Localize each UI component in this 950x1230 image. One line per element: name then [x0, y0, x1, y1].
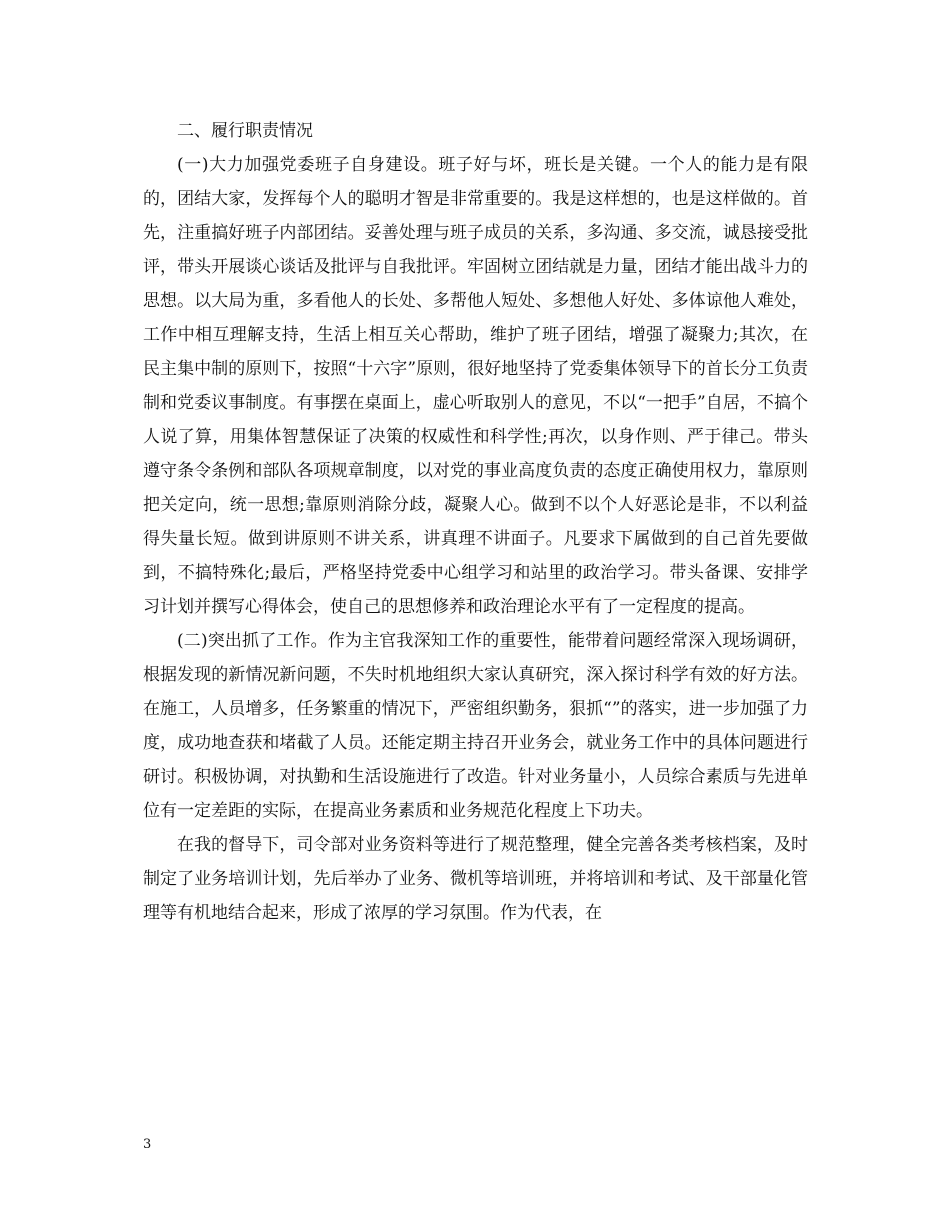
paragraph-work-focus: (二)突出抓了工作。作为主官我深知工作的重要性，能带着问题经常深入现场调研，根据发现的新情况新问题，不失时机地组织大家认真研究，深入探讨科学有效的好方法。在施工，人员增多，任务繁重的情况下，严密组织勤务，狠抓“”的落实，进一步加强了力度，成功地查获和堵截了人员。还能定期主持召开业务会，就业务工作中的具体问题进行研讨。积极协调，对执勤和生活设施进行了改造。针对业务量小，人员综合素质与先进单位有一定差距的实际，在提高业务素质和业务规范化程度上下功夫。	[143, 631, 808, 821]
section-heading: 二、履行职责情况	[177, 121, 313, 141]
document-body	[143, 114, 808, 930]
paragraph-supervision: 在我的督导下，司令部对业务资料等进行了规范整理，健全完善各类考核档案，及时制定了业务培训计划，先后举办了业务、微机等培训班，并将培训和考试、及干部量化管理等有机地结合起来，形成了浓厚的学习氛围。作为代表，在	[143, 835, 808, 923]
paragraph-party-committee: (一)大力加强党委班子自身建设。班子好与坏，班长是关键。一个人的能力是有限的，团结大家，发挥每个人的聪明才智是非常重要的。我是这样想的，也是这样做的。首先，注重搞好班子内部团结。妥善处理与班子成员的关系，多沟通、多交流，诚恳接受批评，带头开展谈心谈话及批评与自我批评。牢固树立团结就是力量，团结才能出战斗力的思想。以大局为重，多看他人的长处、多帮他人短处、多想他人好处、多体谅他人难处，工作中相互理解支持，生活上相互关心帮助，维护了班子团结，增强了凝聚力;其次，在民主集中制的原则下，按照“十六字”原则，很好地坚持了党委集体领导下的首长分工负责制和党委议事制度。有事摆在桌面上，虚心听取别人的意见，不以“一把手”自居，不搞个人说了算，用集体智慧保证了决策的权威性和科学性;再次，以身作则、严于律己。带头遵守条令条例和部队各项规章制度，以对党的事业高度负责的态度正确使用权力，靠原则把关定向，统一思想;靠原则消除分歧，凝聚人心。做到不以个人好恶论是非，不以利益得失量长短。做到讲原则不讲关系，讲真理不讲面子。凡要求下属做到的自己首先要做到，不搞特殊化;最后，严格坚持党委中心组学习和站里的政治学习。带头备课、安排学习计划并撰写心得体会，使自己的思想修养和政治理论水平有了一定程度的提高。	[143, 155, 808, 617]
page-number: 3	[143, 1137, 152, 1152]
